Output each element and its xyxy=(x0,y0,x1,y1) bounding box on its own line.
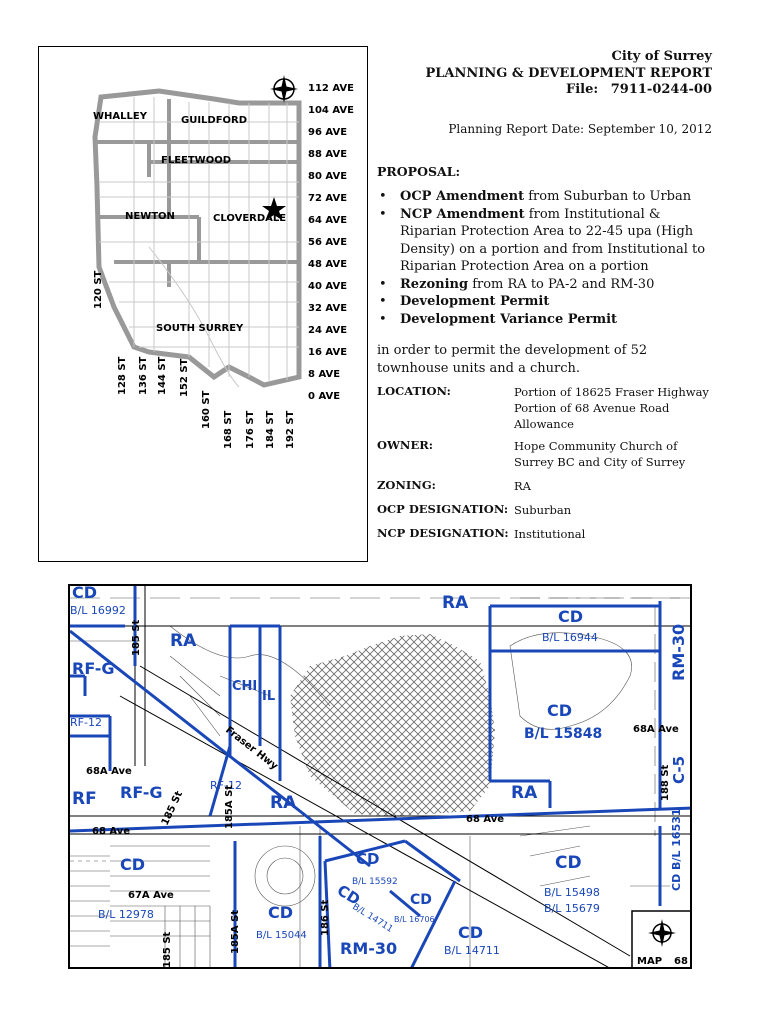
street-label: 176 ST xyxy=(245,410,256,449)
street-label: 68 Ave xyxy=(92,826,131,837)
report-title: PLANNING & DEVELOPMENT REPORT xyxy=(425,66,712,81)
ocp-designation-label: OCP DESIGNATION: xyxy=(377,502,509,516)
zone-label: CD xyxy=(120,855,146,874)
street-label: 136 ST xyxy=(138,356,149,395)
community-newton: NEWTON xyxy=(125,211,175,222)
location-value: Portion of 18625 Fraser Highway Portion of 68 Avenue Road Allowance xyxy=(514,385,709,431)
key-map-drawing xyxy=(39,47,369,563)
avenue-label: 8 AVE xyxy=(308,369,341,380)
file-label: File: xyxy=(566,82,599,97)
avenue-label: 72 AVE xyxy=(308,193,348,204)
street-label: 152 ST xyxy=(179,358,190,397)
street-label: 160 ST xyxy=(201,390,212,429)
zoning-map-drawing xyxy=(70,586,692,969)
community-south-surrey: SOUTH SURREY xyxy=(156,323,244,334)
street-label: 120 ST xyxy=(93,270,104,309)
community-cloverdale: CLOVERDALE xyxy=(213,213,287,224)
street-label: 185 St xyxy=(131,619,142,656)
street-label: 188 St xyxy=(660,764,671,801)
proposal-item: • Development Variance Permit xyxy=(377,311,707,329)
file-number: 7911-0244-00 xyxy=(610,82,712,97)
zone-bylaw-label: B/L 14711 xyxy=(350,902,395,935)
zone-bylaw-label: B/L 15592 xyxy=(352,877,398,887)
zone-label: CD xyxy=(268,903,294,922)
zone-label: RM-30 xyxy=(669,623,688,681)
zone-label: RM-30 xyxy=(340,939,398,958)
street-label: 184 ST xyxy=(265,410,276,449)
street-label: 67A Ave xyxy=(128,890,174,901)
zone-label: CD xyxy=(333,881,364,909)
zone-bylaw-label: B/L 15498 xyxy=(544,886,600,899)
street-label: 185 St xyxy=(159,789,186,828)
proposal-item: • Development Permit xyxy=(377,293,707,311)
avenue-label: 0 AVE xyxy=(308,391,341,402)
zone-bylaw-label: B/L 15679 xyxy=(544,902,600,915)
zone-label: CD xyxy=(547,701,573,720)
proposal-purpose: in order to permit the development of 52 townhouse units and a church. xyxy=(377,343,648,376)
avenue-label: 64 AVE xyxy=(308,215,348,226)
zone-bylaw-label: B/L 12978 xyxy=(98,908,154,921)
map-label: MAP xyxy=(637,956,663,967)
street-label: 185A St xyxy=(224,784,235,829)
proposal-item: • OCP Amendment from Suburban to Urban xyxy=(377,188,707,206)
zone-label: RF xyxy=(72,789,97,809)
zone-label: CD xyxy=(410,892,432,908)
zone-label: RF-G xyxy=(72,659,115,678)
street-label: 185A St xyxy=(230,909,241,954)
avenue-label: 96 AVE xyxy=(308,127,348,138)
street-label: 168 ST xyxy=(223,410,234,449)
zone-label: RA xyxy=(270,793,297,813)
avenue-label: 48 AVE xyxy=(308,259,348,270)
ncp-designation-value: Institutional xyxy=(514,527,586,541)
zoning-map xyxy=(68,584,692,969)
street-label: 128 ST xyxy=(117,356,128,395)
street-label: 185 St xyxy=(162,931,173,968)
zone-label: CD xyxy=(356,850,380,868)
zone-bylaw-label: B/L 14711 xyxy=(444,944,500,957)
zone-label: CHI xyxy=(232,679,258,694)
proposal-heading: PROPOSAL: xyxy=(377,164,461,179)
zone-label: RA xyxy=(511,783,538,803)
location-label: LOCATION: xyxy=(377,384,451,398)
avenue-label: 112 AVE xyxy=(308,83,354,94)
ncp-designation-label: NCP DESIGNATION: xyxy=(377,526,509,540)
avenue-label: 24 AVE xyxy=(308,325,348,336)
owner-label: OWNER: xyxy=(377,438,434,452)
zone-label: RA xyxy=(442,593,469,613)
zone-label: CD xyxy=(555,853,582,873)
zone-bylaw-label: B/L 15044 xyxy=(256,930,307,941)
avenue-label: 40 AVE xyxy=(308,281,348,292)
avenue-labels xyxy=(308,83,354,402)
zone-label: CD B/L 16531 xyxy=(670,808,683,891)
subject-site xyxy=(290,634,495,816)
street-label: 68A Ave xyxy=(633,724,679,735)
avenue-label: 88 AVE xyxy=(308,149,348,160)
zone-label: CD xyxy=(72,586,98,602)
street-label: Fraser Hwy xyxy=(223,724,280,773)
street-label: 144 ST xyxy=(157,356,168,395)
community-fleetwood: FLEETWOOD xyxy=(161,155,232,166)
report-date: Planning Report Date: September 10, 2012 xyxy=(448,122,712,136)
zone-label: CD xyxy=(458,923,484,942)
map-legend-box xyxy=(632,911,692,969)
key-map-compass-icon xyxy=(270,75,298,103)
zone-label: CD xyxy=(558,607,584,626)
zone-label: RF-12 xyxy=(70,716,102,729)
avenue-label: 104 AVE xyxy=(308,105,354,116)
avenue-label: 32 AVE xyxy=(308,303,348,314)
key-map xyxy=(38,46,368,562)
zone-label: IL xyxy=(262,689,276,704)
proposal-list xyxy=(377,188,707,328)
ocp-designation-value: Suburban xyxy=(514,503,572,517)
owner-value: Hope Community Church of Surrey BC and City of Surrey xyxy=(514,439,686,469)
zone-bylaw-label: B/L 16992 xyxy=(70,604,126,617)
avenue-label: 56 AVE xyxy=(308,237,348,248)
proposal-item: • Rezoning from RA to PA-2 and RM-30 xyxy=(377,276,707,294)
community-guildford: GUILDFORD xyxy=(181,115,248,126)
street-label: 68 Ave xyxy=(466,814,505,825)
zone-bylaw-label: B/L 16944 xyxy=(542,631,598,644)
street-label: 68A Ave xyxy=(86,766,132,777)
zone-bylaw-label: B/L 15848 xyxy=(524,726,603,742)
city-name: City of Surrey xyxy=(611,49,712,64)
avenue-label: 80 AVE xyxy=(308,171,348,182)
zone-label: C-5 xyxy=(670,755,688,784)
zone-bylaw-label: B/L 16706 xyxy=(394,915,435,924)
zone-label: RF-12 xyxy=(210,779,242,792)
street-label: 186 St xyxy=(320,899,331,936)
zoning-label: ZONING: xyxy=(377,478,436,492)
community-whalley: WHALLEY xyxy=(93,111,147,122)
zoning-value: RA xyxy=(514,479,531,493)
zone-label: RA xyxy=(170,631,197,651)
proposal-item: • NCP Amendment from Institutional & Riparian Protection Area to 22-45 upa (High Density) on a portion and from Institutional to Riparian Protection Area on a portion xyxy=(377,206,707,276)
zone-label: RF-G xyxy=(120,783,163,802)
avenue-label: 16 AVE xyxy=(308,347,348,358)
map-number: 68 xyxy=(674,956,688,967)
street-label: 192 ST xyxy=(285,410,296,449)
